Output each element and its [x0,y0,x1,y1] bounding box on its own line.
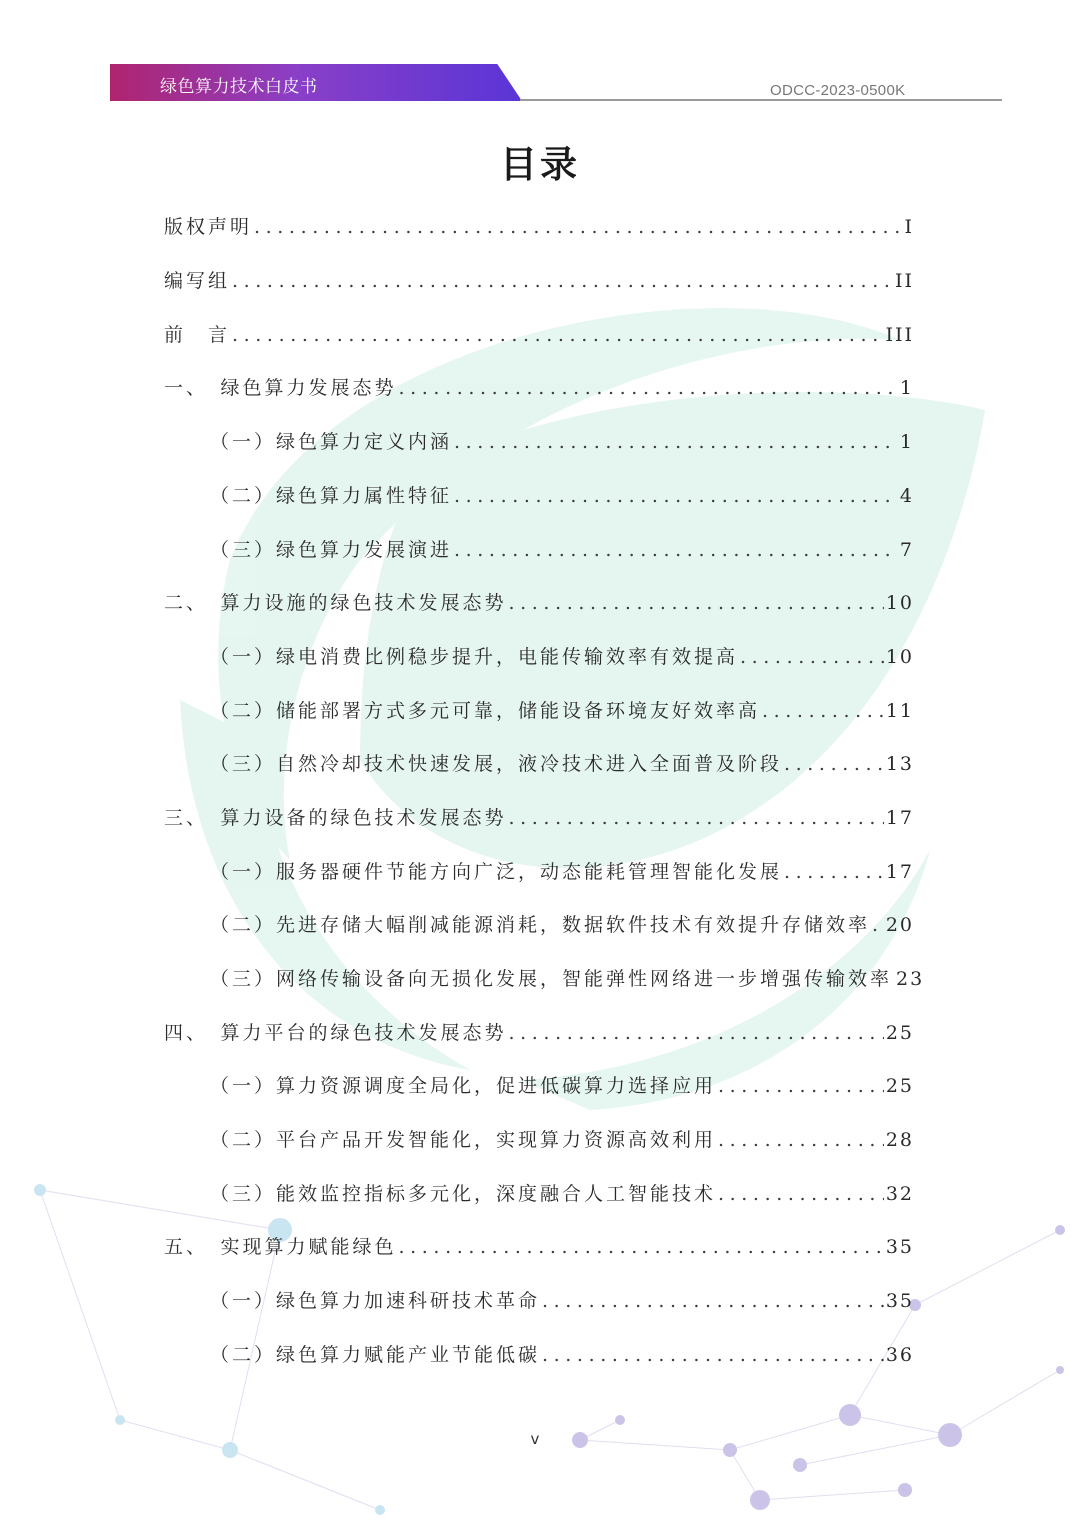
toc-leader-dots [454,481,898,511]
toc-page-number: 1 [899,431,914,453]
toc-entry[interactable] [210,857,914,887]
toc-entry[interactable] [164,803,914,833]
toc-page-number: 7 [899,539,914,561]
toc-page-number: 23 [896,968,925,990]
toc-entry[interactable] [210,910,914,940]
toc-entry[interactable] [210,1071,914,1101]
toc-page-number: 17 [885,807,914,829]
toc-leader-dots [509,1018,884,1048]
toc-page-number: II [894,270,914,292]
toc-entry[interactable] [210,1286,914,1316]
toc-leader-dots [762,696,884,726]
toc-page-number: 20 [885,914,914,936]
toc-leader-dots [740,642,884,672]
toc-leader-dots [454,535,898,565]
toc-entry-title: （一）服务器硬件节能方向广泛，动态能耗管理智能化发展 [210,861,783,883]
toc-entry-title: 前 言 [164,324,231,346]
toc-entry[interactable] [210,481,914,511]
toc-entry-title: 版权声明 [164,216,253,238]
toc-entry[interactable] [210,642,914,672]
toc-entry[interactable] [210,1179,914,1209]
toc-leader-dots [784,749,884,779]
toc-entry-title: 二、 算力设施的绿色技术发展态势 [164,592,507,614]
document-code: ODCC-2023-0500K [770,82,906,99]
toc-page-number: 32 [885,1183,914,1205]
toc-entry[interactable] [210,749,914,779]
toc-entry-title: 三、 算力设备的绿色技术发展态势 [164,807,507,829]
toc-page-number: 10 [885,646,914,668]
toc-entry-title: 编写组 [164,270,231,292]
toc-leader-dots [254,212,902,242]
toc-entry[interactable] [210,427,914,457]
toc-heading: 目录 [500,143,580,186]
toc-entry-title: （三）能效监控指标多元化，深度融合人工智能技术 [210,1183,717,1205]
toc-leader-dots [542,1340,884,1370]
toc-entry[interactable] [164,588,914,618]
toc-leader-dots [542,1286,884,1316]
header-title: 绿色算力技术白皮书 [160,77,318,96]
toc-entry-title: （二）绿色算力属性特征 [210,485,453,507]
toc-page-number: 25 [885,1075,914,1097]
toc-page-number: 35 [885,1236,914,1258]
toc-leader-dots [399,1232,884,1262]
toc-entry[interactable] [210,1340,914,1370]
toc-entry[interactable] [164,1018,914,1048]
toc-entry[interactable] [164,266,914,296]
toc-entry-title: （一）绿色算力定义内涵 [210,431,453,453]
toc-entry-title: 四、 算力平台的绿色技术发展态势 [164,1022,507,1044]
page-number: v [530,1430,540,1448]
toc-page-number: 1 [899,377,914,399]
toc-page-number: 25 [885,1022,914,1044]
toc-leader-dots [232,320,883,350]
toc-page-number: 36 [885,1344,914,1366]
toc-leader-dots [718,1125,884,1155]
toc-page-number: I [904,216,914,238]
toc-entry-title: 五、 实现算力赋能绿色 [164,1236,397,1258]
toc-leader-dots [718,1071,884,1101]
toc-entry[interactable] [164,320,914,350]
toc-entry-title: （一）绿色算力加速科研技术革命 [210,1290,541,1312]
toc-page-number: 10 [885,592,914,614]
toc-leader-dots [784,857,884,887]
toc-page-number: III [885,324,914,346]
toc-leader-dots [454,427,898,457]
toc-entry-title: （三）网络传输设备向无损化发展，智能弹性网络进一步增强传输效率 [210,968,893,990]
toc-leader-dots [399,373,898,403]
toc-entry[interactable] [210,696,914,726]
toc-page-number: 4 [899,485,914,507]
toc-leader-dots [232,266,893,296]
toc-entry-title: （三）绿色算力发展演进 [210,539,453,561]
toc-entry[interactable] [210,535,914,565]
toc-page-number: 11 [885,700,914,722]
toc-page-number: 17 [885,861,914,883]
toc-entry-title: （一）绿电消费比例稳步提升，电能传输效率有效提高 [210,646,739,668]
toc-entry-title: 一、 绿色算力发展态势 [164,377,397,399]
toc-entry[interactable] [164,1232,914,1262]
toc-leader-dots [872,910,884,940]
toc-leader-dots [718,1179,884,1209]
toc-leader-dots [509,588,884,618]
toc-entry[interactable] [164,373,914,403]
toc-entry-title: （一）算力资源调度全局化，促进低碳算力选择应用 [210,1075,717,1097]
toc-leader-dots [509,803,884,833]
toc-page-number: 28 [885,1129,914,1151]
toc-entry[interactable] [210,964,925,994]
toc-page-number: 13 [885,753,914,775]
toc-entry[interactable] [164,212,914,242]
toc-entry-title: （二）储能部署方式多元可靠，储能设备环境友好效率高 [210,700,761,722]
header-divider [520,99,1002,101]
toc-entry-title: （二）绿色算力赋能产业节能低碳 [210,1344,541,1366]
toc-entry-title: （三）自然冷却技术快速发展，液冷技术进入全面普及阶段 [210,753,783,775]
toc-entry[interactable] [210,1125,914,1155]
toc-entry-title: （二）平台产品开发智能化，实现算力资源高效利用 [210,1129,717,1151]
toc-page-number: 35 [885,1290,914,1312]
toc-entry-title: （二）先进存储大幅削减能源消耗，数据软件技术有效提升存储效率 [210,914,871,936]
